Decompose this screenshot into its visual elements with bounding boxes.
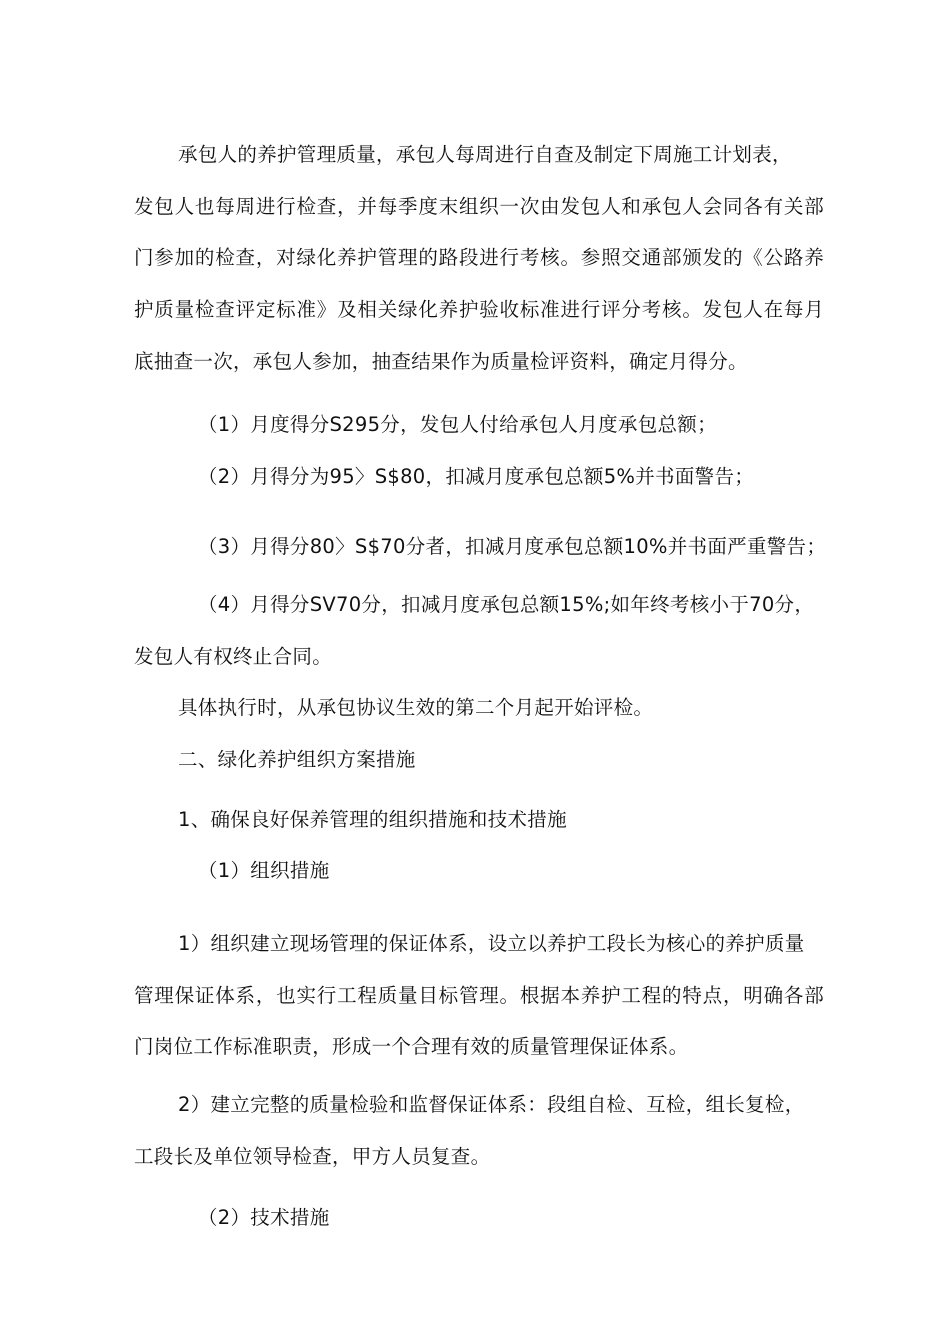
scoring-rule-1: （1）月度得分S295分，发包人付给承包人月度承包总额； bbox=[198, 413, 717, 436]
scoring-rule-4-line-1: （4）月得分SV70分，扣减月度承包总额15%;如年终考核小于70分， bbox=[198, 593, 815, 616]
scoring-rule-3: （3）月得分80〉S$70分者，扣减月度承包总额10%并书面严重警告； bbox=[198, 535, 827, 558]
paragraph-1-line-4: 护质量检查评定标准》及相关绿化养护验收标准进行评分考核。发包人在每月 bbox=[134, 298, 824, 321]
measure-2-line-2: 工段长及单位领导检查，甲方人员复查。 bbox=[134, 1145, 491, 1168]
section-heading-2: 二、绿化养护组织方案措施 bbox=[178, 748, 416, 771]
measure-1-line-1: 1）组织建立现场管理的保证体系，设立以养护工段长为核心的养护质量 bbox=[178, 932, 805, 955]
item-heading-technical: （2）技术措施 bbox=[198, 1206, 330, 1229]
scoring-rule-4-line-2: 发包人有权终止合同。 bbox=[134, 645, 333, 668]
paragraph-1-line-2: 发包人也每周进行检查，并每季度末组织一次由发包人和承包人会同各有关部 bbox=[134, 195, 824, 218]
paragraph-1-line-5: 底抽查一次，承包人参加，抽查结果作为质量检评资料，确定月得分。 bbox=[134, 350, 748, 373]
paragraph-1-line-3: 门参加的检查，对绿化养护管理的路段进行考核。参照交通部颁发的《公路养 bbox=[134, 246, 824, 269]
scoring-rule-2: （2）月得分为95〉S$80，扣减月度承包总额5%并书面警告； bbox=[198, 465, 755, 488]
item-heading-organizational: （1）组织措施 bbox=[198, 859, 330, 882]
measure-1-line-2: 管理保证体系，也实行工程质量目标管理。根据本养护工程的特点，明确各部 bbox=[134, 984, 824, 1007]
measure-2-line-1: 2）建立完整的质量检验和监督保证体系：段组自检、互检，组长复检， bbox=[178, 1093, 805, 1116]
measure-1-line-3: 门岗位工作标准职责，形成一个合理有效的质量管理保证体系。 bbox=[134, 1035, 689, 1058]
execution-note: 具体执行时，从承包协议生效的第二个月起开始评检。 bbox=[178, 696, 654, 719]
subsection-heading-1: 1、确保良好保养管理的组织措施和技术措施 bbox=[178, 808, 567, 831]
paragraph-1-line-1: 承包人的养护管理质量，承包人每周进行自查及制定下周施工计划表， bbox=[178, 143, 792, 166]
